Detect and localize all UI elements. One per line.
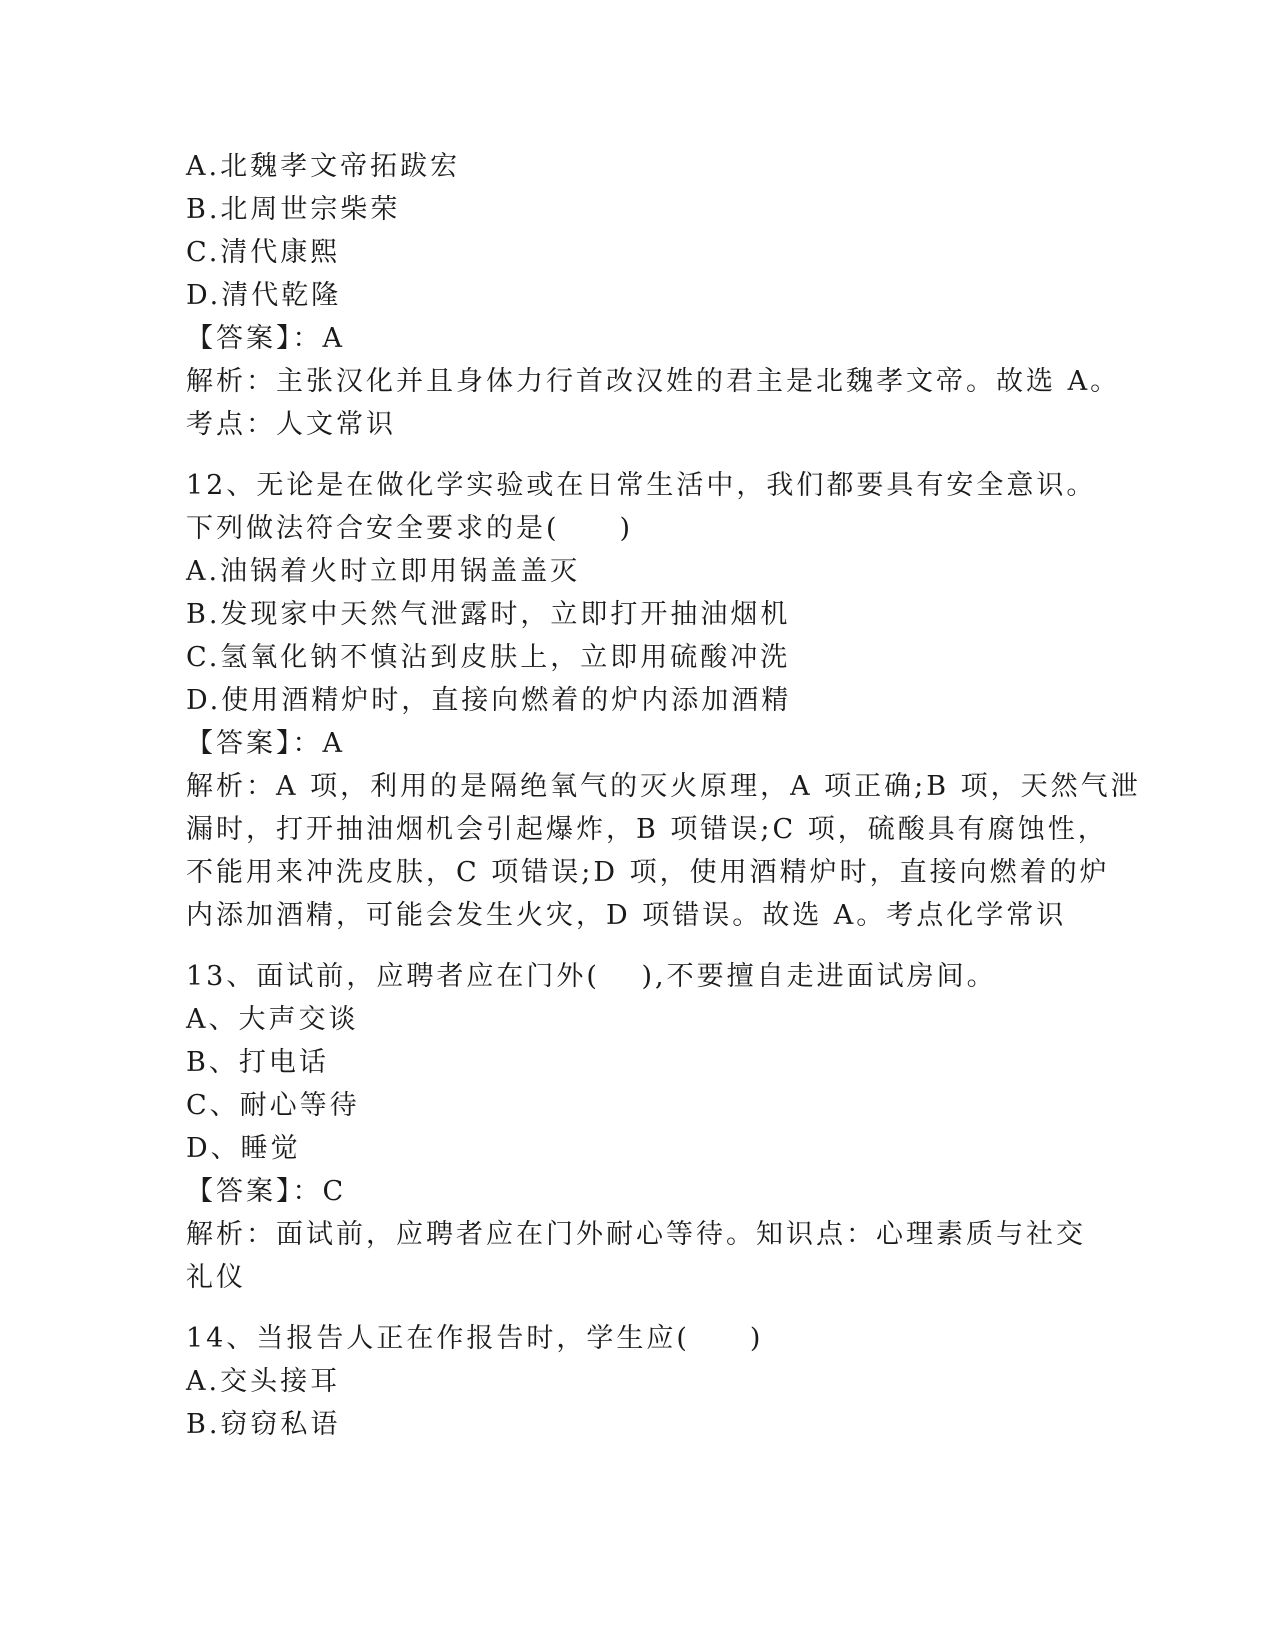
- option-b: B.北周世宗柴荣: [186, 194, 401, 225]
- option-a: A.北魏孝文帝拓跋宏: [186, 151, 461, 182]
- question-11: [186, 145, 1121, 446]
- analysis-line: 解析：主张汉化并且身体力行首改汉姓的君主是北魏孝文帝。故选 A。: [186, 366, 1121, 397]
- question-14: [186, 1317, 1086, 1446]
- option-a: A.油锅着火时立即用锅盖盖灭: [186, 556, 581, 587]
- option-c: C.氢氧化钠不慎沾到皮肤上，立即用硫酸冲洗: [186, 642, 791, 673]
- analysis-line: 内添加酒精，可能会发生火灾，D 项错误。故选 A。考点化学常识: [186, 900, 1067, 931]
- option-d: D.使用酒精炉时，直接向燃着的炉内添加酒精: [186, 685, 792, 716]
- option-a: A.交头接耳: [186, 1366, 341, 1397]
- question-stem: 13、面试前，应聘者应在门外( ),不要擅自走进面试房间。: [186, 961, 997, 992]
- option-b: B、打电话: [186, 1047, 329, 1078]
- answer: 【答案】：A: [186, 323, 345, 354]
- answer: 【答案】：A: [186, 728, 345, 759]
- analysis-line: 考点：人文常识: [186, 409, 396, 440]
- analysis-line: 礼仪: [186, 1262, 246, 1293]
- option-d: D.清代乾隆: [186, 280, 342, 311]
- question-13: [186, 955, 1086, 1299]
- question-stem: 下列做法符合安全要求的是( ): [186, 513, 634, 544]
- analysis-line: 不能用来冲洗皮肤，C 项错误;D 项，使用酒精炉时，直接向燃着的炉: [186, 857, 1110, 888]
- analysis-line: 漏时，打开抽油烟机会引起爆炸，B 项错误;C 项，硫酸具有腐蚀性，: [186, 814, 1108, 845]
- question-stem: 14、当报告人正在作报告时，学生应( ): [186, 1323, 764, 1354]
- answer: 【答案】：C: [186, 1176, 347, 1207]
- option-c: C.清代康熙: [186, 237, 341, 268]
- document-page: [186, 145, 1141, 1446]
- analysis-line: 解析：A 项，利用的是隔绝氧气的灭火原理，A 项正确;B 项，天然气泄: [186, 771, 1141, 802]
- option-b: B.窃窃私语: [186, 1409, 341, 1440]
- question-stem: 12、无论是在做化学实验或在日常生活中，我们都要具有安全意识。: [186, 470, 1097, 501]
- question-12: [186, 464, 1141, 937]
- option-b: B.发现家中天然气泄露时，立即打开抽油烟机: [186, 599, 791, 630]
- option-a: A、大声交谈: [186, 1004, 359, 1035]
- analysis-line: 解析：面试前，应聘者应在门外耐心等待。知识点：心理素质与社交: [186, 1219, 1086, 1250]
- option-c: C、耐心等待: [186, 1090, 360, 1121]
- option-d: D、睡觉: [186, 1133, 301, 1164]
